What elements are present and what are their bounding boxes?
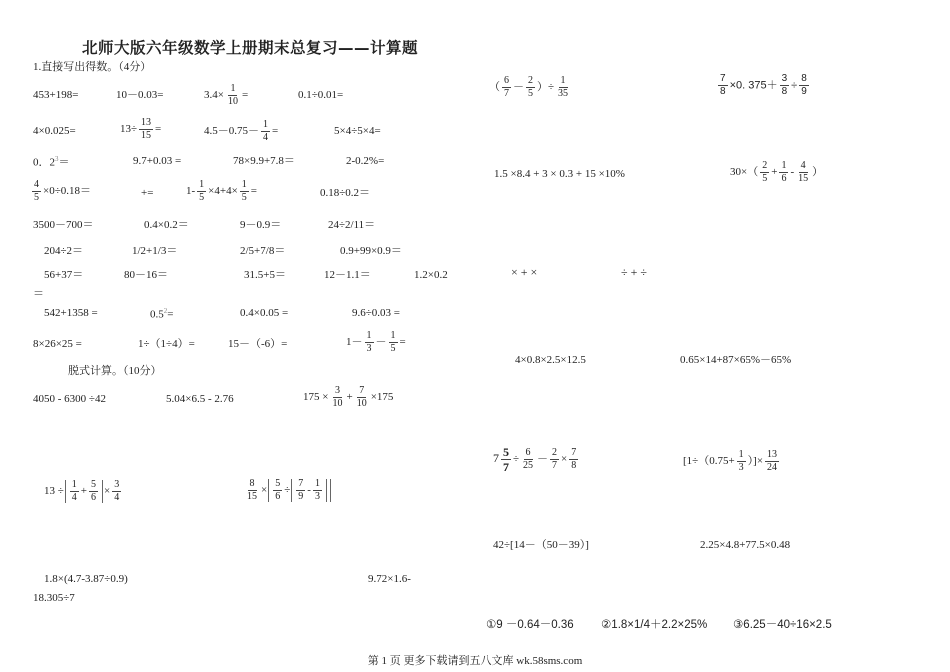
problem-r7d: 12－1.1＝ (324, 269, 371, 281)
right-q10: [1÷（0.75+ $\frac{1}{3}$ ）]× $\frac{13}{24}$ (683, 449, 778, 473)
right-q12: 2.25×4.8+77.5×0.48 (700, 539, 791, 551)
section1-heading: 1.直接写出得数。（4分） (33, 61, 152, 73)
problem-r6a: 204÷2＝ (44, 245, 84, 257)
problem-r8c: 0.4×0.05 = (240, 307, 289, 319)
problem-r8a: 542+1358 = (44, 307, 98, 319)
right-q11: 42÷[14－（50－39）] (493, 539, 589, 551)
problem-r5b: 0.4×0.2＝ (144, 219, 189, 231)
problem-r5a: 3500－700＝ (33, 219, 94, 231)
expr-e7: 9.72×1.6- (368, 573, 411, 585)
problem-r4b: += (141, 187, 154, 199)
problem-r3c: 78×9.9+7.8＝ (233, 155, 295, 167)
problem-r9d: 1－ $\frac{1}{3}$ － $\frac{1}{5}$ = (346, 330, 406, 354)
expr-e5: $\frac{8}{15}$ × $\frac{5}{6}$ ÷ $\frac{7}{9}$ - $\frac{1}{3}$ (243, 479, 332, 502)
problem-r3d: 2-0.2%= (346, 155, 385, 167)
right-q6: ÷ + ÷ (621, 265, 647, 279)
problem-r4c: 1- $\frac{1}{5}$ ×4+4× $\frac{1}{5}$ = (186, 179, 258, 203)
problem-r7e-cont: ＝ (33, 288, 44, 300)
right-q13: ①9 －0.64－0.36 (486, 619, 574, 631)
expr-e6: 1.8×(4.7-3.87÷0.9) (44, 573, 128, 585)
problem-r1c: 3.4× $\frac{1}{10}$ = (204, 83, 249, 107)
problem-r7b: 80－16＝ (124, 269, 168, 281)
problem-r9c: 15－（-6）= (228, 338, 288, 350)
problem-r7e: 1.2×0.2 (414, 269, 448, 281)
problem-r2a: 4×0.025= (33, 125, 76, 137)
right-q1: （ $\frac{6}{7}$ － $\frac{2}{5}$ ）÷ $\frac{1}{35}$ (489, 75, 569, 99)
right-q15: ③6.25－40÷16×2.5 (733, 619, 832, 631)
page-footer: 第 1 页 更多下载请到五八文库 wk.58sms.com (367, 655, 583, 667)
problem-r7c: 31.5+5＝ (244, 269, 286, 281)
problem-r9b: 1÷（1÷4）= (138, 338, 195, 350)
expr-e1: 4050 - 6300 ÷42 (33, 393, 106, 405)
problem-r2b: 13÷ $\frac{13}{15}$ = (120, 117, 162, 141)
expr-e2: 5.04×6.5 - 2.76 (166, 393, 234, 405)
right-q2: $\frac{7}{8}$ ×0. 375＋ $\frac{3}{8}$ ÷ $\frac{8}{9}$ (720, 73, 807, 97)
section2-heading: 脱式计算。（10分） (68, 365, 162, 377)
problem-r1b: 10－0.03= (116, 89, 164, 101)
problem-r5d: 24÷2/11＝ (328, 219, 376, 231)
problem-r9a: 8×26×25 = (33, 338, 82, 350)
problem-r6d: 0.9+99×0.9＝ (340, 245, 402, 257)
problem-r8d: 9.6÷0.03 = (352, 307, 400, 319)
right-q9: 7 $\frac{5}{7}$ ÷ $\frac{6}{25}$ － $\frac{2}{7}$ × $\frac{7}{8}$ (493, 445, 577, 474)
expr-e7-cont: 18.305÷7 (33, 592, 75, 604)
problem-r6c: 2/5+7/8＝ (240, 245, 286, 257)
problem-r2c: 4.5－0.75－ $\frac{1}{4}$ = (204, 119, 279, 143)
problem-r3a: 0．$2^3=$ (33, 155, 70, 169)
right-q8: 0.65×14+87×65%－65% (680, 354, 792, 366)
problem-r6b: 1/2+1/3＝ (132, 245, 178, 257)
problem-r4d: 0.18÷0.2＝ (320, 187, 371, 199)
right-q7: 4×0.8×2.5×12.5 (515, 354, 586, 366)
problem-r1a: 453+198= (33, 89, 79, 101)
problem-r7a: 56+37＝ (44, 269, 84, 281)
page-title: 北师大版六年级数学上册期末总复习——计算题 (82, 39, 419, 57)
problem-r3b: 9.7+0.03 = (133, 155, 182, 167)
problem-r5c: 9－0.9＝ (240, 219, 282, 231)
expr-e4: 13 ÷ $\frac{1}{4}$ + $\frac{5}{6}$ × $\frac{3}{4}$ (44, 479, 120, 503)
problem-r2d: 5×4÷5×4= (334, 125, 381, 137)
expr-e3: 175 × $\frac{3}{10}$ + $\frac{7}{10}$ ×175 (303, 385, 394, 409)
right-q3: 1.5 ×8.4 + 3 × 0.3 + 15 ×10% (494, 168, 625, 180)
right-q14: ②1.8×1/4＋2.2×25% (601, 619, 708, 631)
problem-r4a: $\frac{4}{5}$ ×0÷0.18＝ (34, 179, 91, 203)
problem-r8b: $0.5^2=$ (150, 307, 174, 321)
problem-r1d: 0.1÷0.01= (298, 89, 344, 101)
right-q4: 30×（ $\frac{2}{5}$ + $\frac{1}{6}$ - $\frac{4}{15}$ ） (730, 160, 824, 184)
right-q5: × + × (511, 265, 538, 279)
